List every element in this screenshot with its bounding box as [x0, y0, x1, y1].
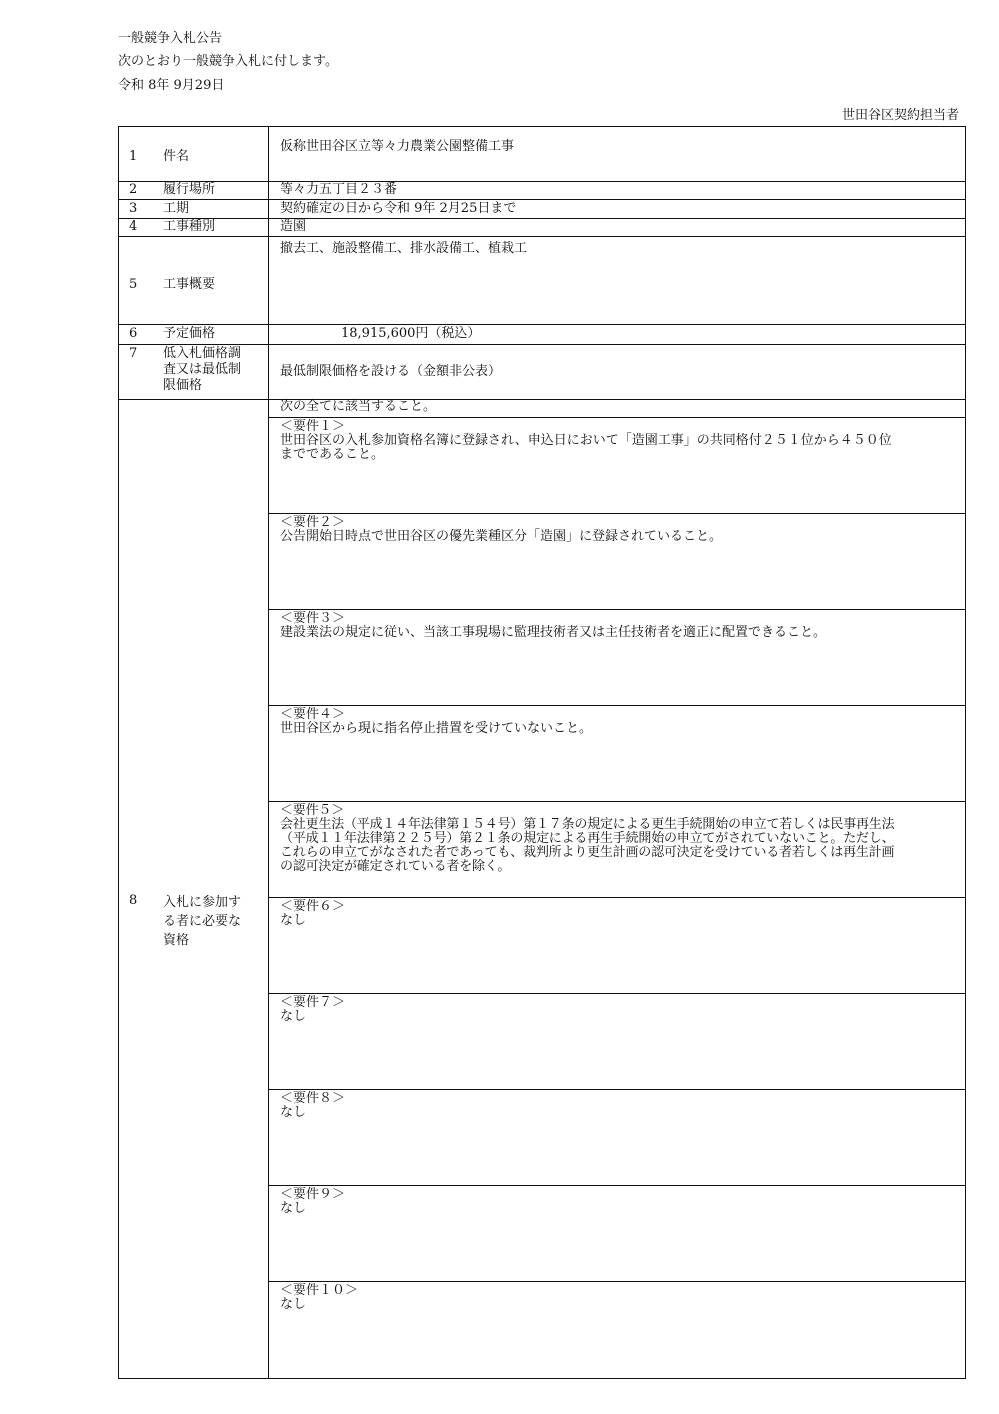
- table-row-summary: [119, 237, 965, 325]
- requirement-1: [269, 418, 965, 514]
- requirement-text: なし: [280, 913, 307, 928]
- row-label: 件名: [163, 149, 190, 164]
- requirement-heading: ＜要件２＞: [280, 515, 346, 530]
- requirement-heading: ＜要件７＞: [280, 995, 346, 1010]
- requirement-heading: ＜要件９＞: [280, 1187, 346, 1202]
- requirement-heading: ＜要件５＞: [280, 803, 345, 818]
- notice-title: 一般競争入札公告: [118, 31, 223, 46]
- requirement-heading: ＜要件６＞: [280, 899, 346, 914]
- notice-table: [118, 126, 966, 1379]
- issuer: 世田谷区契約担当者: [841, 108, 959, 123]
- requirement-heading: ＜要件１０＞: [280, 1283, 359, 1298]
- requirement-4: [269, 706, 965, 802]
- row-label: 工事種別: [163, 219, 216, 234]
- row-number: 5: [129, 277, 138, 292]
- table-row-period: [119, 200, 965, 219]
- row-label: 予定価格: [163, 326, 216, 341]
- row-label: 工期: [163, 201, 190, 216]
- requirement-text: なし: [280, 1009, 307, 1024]
- requirement-5: [269, 802, 965, 898]
- qualifications-intro-text: 次の全てに該当すること。: [280, 399, 437, 414]
- requirement-heading: ＜要件８＞: [280, 1091, 346, 1106]
- table-row-location: [119, 182, 965, 200]
- table-row-estimated-price: [119, 325, 965, 345]
- qualifications-intro: [269, 400, 965, 418]
- notice-intro: 次のとおり一般競争入札に付します。: [118, 54, 338, 69]
- notice-date: 令和 8年 9月29日: [118, 78, 225, 93]
- row-label: 履行場所: [163, 182, 216, 197]
- requirement-7: [269, 994, 965, 1090]
- table-row-work-type: [119, 219, 965, 237]
- row-value: 契約確定の日から令和 9年 2月25日まで: [280, 201, 517, 216]
- requirement-6: [269, 898, 965, 994]
- requirement-text: 世田谷区の入札参加資格名簿に登録され、申込日において「造園工事」の共同格付２５１位から４５０位までであること。: [280, 433, 892, 462]
- row-number: 8: [129, 893, 138, 908]
- row-value: 最低制限価格を設ける（金額非公表）: [280, 364, 502, 379]
- row-value: 等々力五丁目２３番: [280, 182, 398, 197]
- row-number: 3: [129, 201, 138, 216]
- row-label: 入札に参加する者に必要な資格: [163, 895, 242, 948]
- requirement-heading: ＜要件３＞: [280, 611, 346, 626]
- requirement-text: なし: [280, 1297, 307, 1312]
- requirement-heading: ＜要件４＞: [280, 707, 346, 722]
- table-row-qualifications: [119, 400, 965, 1378]
- requirement-heading: ＜要件１＞: [280, 419, 346, 434]
- requirement-text: なし: [280, 1201, 307, 1216]
- row-number: 6: [129, 326, 138, 341]
- row-value: 撤去工、施設整備工、排水設備工、植栽工: [280, 241, 528, 256]
- row-number: 7: [129, 346, 138, 361]
- requirement-text: 世田谷区から現に指名停止措置を受けていないこと。: [280, 721, 593, 736]
- requirement-9: [269, 1186, 965, 1282]
- table-row-minimum-price: [119, 345, 965, 400]
- row-number: 4: [129, 219, 138, 234]
- row-number: 1: [129, 149, 138, 164]
- requirement-text: 公告開始日時点で世田谷区の優先業種区分「造園」に登録されていること。: [280, 529, 723, 544]
- row-number: 2: [129, 182, 138, 197]
- row-value: 仮称世田谷区立等々力農業公園整備工事: [280, 139, 515, 154]
- requirement-text: 建設業法の規定に従い、当該工事現場に監理技術者又は主任技術者を適正に配置できること。: [280, 625, 827, 640]
- requirement-text: 会社更生法（平成１４年法律第１５４号）第１７条の規定による更生手続開始の申立て若しくは民事再生法（平成１１年法律第２２５号）第２１条の規定による再生手続開始の申立てがされていないこと。ただし、これらの申立てがなされた者であっても、裁判所より更生計画の認可決定を受けている者若しくは再生計画の認可決定が確定されている者を除く。: [280, 817, 895, 874]
- row-value: 造園: [280, 219, 307, 234]
- row-label: 工事概要: [163, 277, 216, 292]
- requirement-2: [269, 514, 965, 610]
- table-row-subject: [119, 127, 965, 182]
- requirement-3: [269, 610, 965, 706]
- row-value: 18,915,600円（税込）: [341, 326, 481, 341]
- requirement-text: なし: [280, 1105, 307, 1120]
- requirement-10: [269, 1282, 965, 1378]
- row-label: 低入札価格調査又は最低制限価格: [163, 346, 242, 393]
- requirement-8: [269, 1090, 965, 1186]
